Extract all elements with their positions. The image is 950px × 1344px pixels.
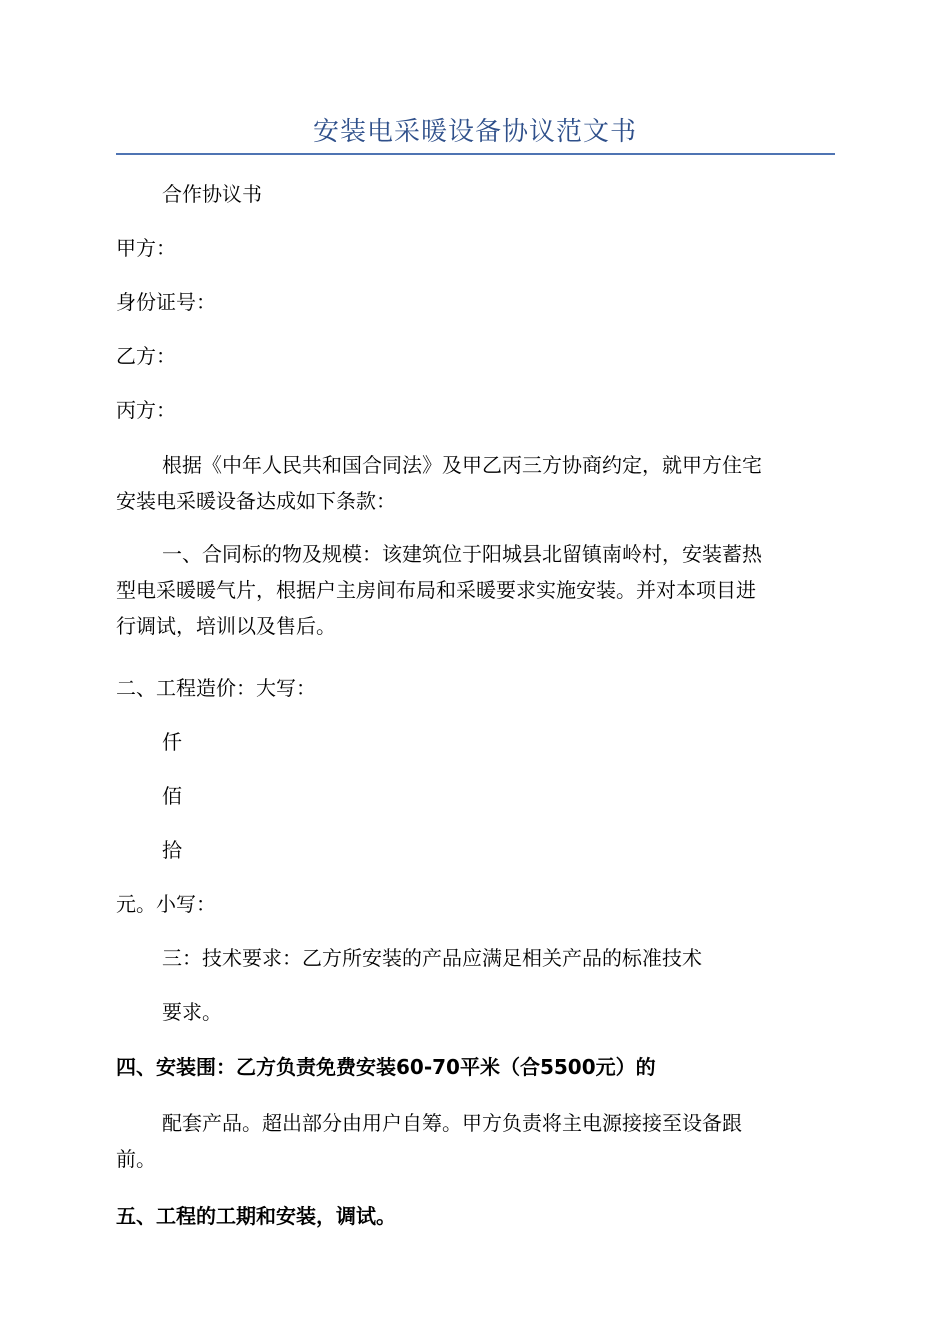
amount-bai: 佰 — [162, 784, 182, 808]
amount-qian: 仟 — [162, 730, 182, 754]
clause-4-line: 前。 — [116, 1147, 156, 1171]
amount-small-label: 元。小写： — [116, 892, 216, 916]
amount-shi: 拾 — [162, 838, 182, 862]
party-c-label: 丙方： — [116, 398, 176, 422]
clause-1-line: 一、合同标的物及规模：该建筑位于阳城县北留镇南岭村，安装蓄热 — [162, 542, 762, 566]
intro-line: 根据《中年人民共和国合同法》及甲乙丙三方协商约定，就甲方住宅 — [162, 453, 762, 477]
clause-3-line: 要求。 — [162, 1000, 222, 1024]
intro-paragraph — [116, 447, 834, 519]
clause-1-paragraph — [116, 536, 834, 644]
clause-1-line: 行调试，培训以及售后。 — [116, 614, 336, 638]
intro-line: 安装电采暖设备达成如下条款： — [116, 489, 396, 513]
clause-1-line: 型电采暖暖气片，根据户主房间布局和采暖要求实施安装。并对本项目进 — [116, 578, 756, 602]
clause-4-line: 配套产品。超出部分由用户自筹。甲方负责将主电源接接至设备跟 — [162, 1111, 742, 1135]
id-number-label: 身份证号： — [116, 290, 216, 314]
subtitle: 合作协议书 — [162, 182, 262, 206]
party-a-label: 甲方： — [116, 236, 176, 260]
clause-3-line: 三：技术要求：乙方所安装的产品应满足相关产品的标准技术 — [162, 946, 702, 970]
clause-2-price: 二、工程造价：大写： — [116, 676, 316, 700]
document-title: 安装电采暖设备协议范文书 — [312, 117, 637, 147]
clause-4-heading: 四、安装围：乙方负责免费安装60-70平米（合5500元）的 — [116, 1055, 656, 1079]
party-b-label: 乙方： — [116, 344, 176, 368]
title-underline — [116, 153, 835, 155]
clause-5-heading: 五、工程的工期和安装，调试。 — [116, 1204, 396, 1228]
clause-4-paragraph — [116, 1105, 834, 1177]
